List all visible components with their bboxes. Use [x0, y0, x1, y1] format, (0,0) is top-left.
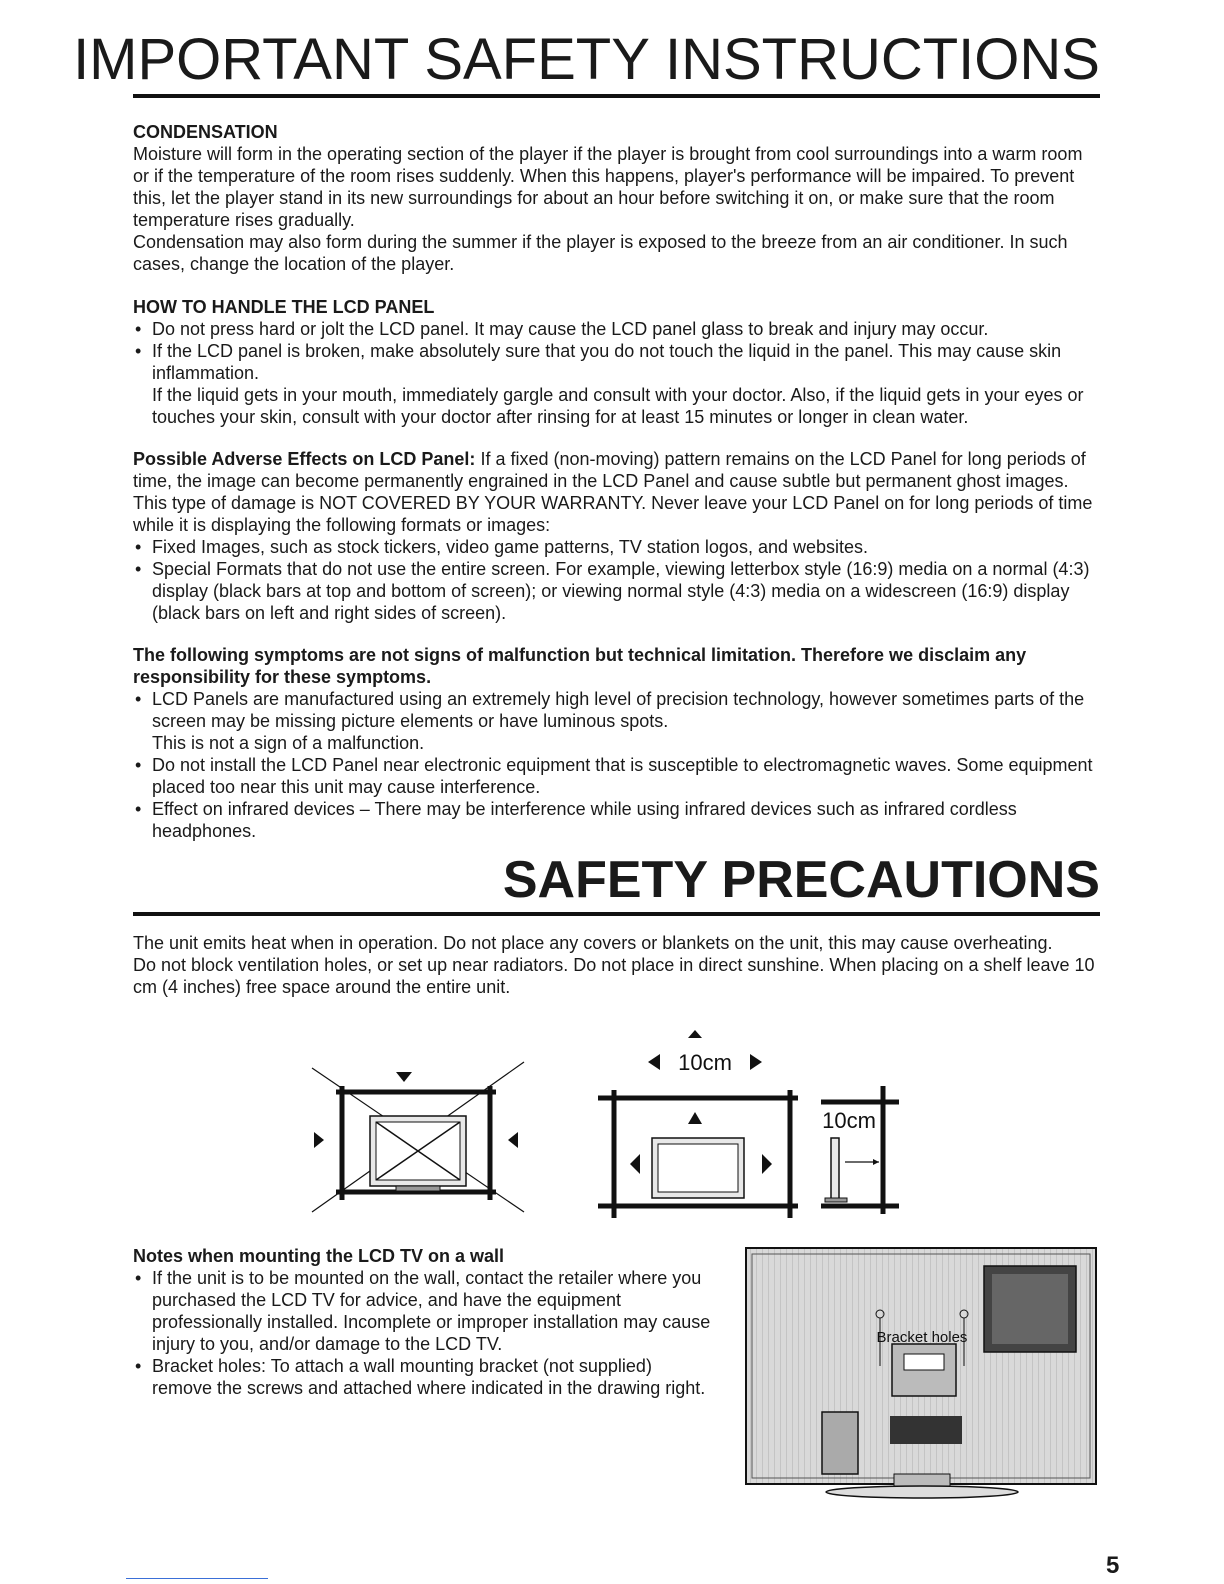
condensation-heading: CONDENSATION — [133, 122, 278, 142]
symptoms-bullet-2: Do not install the LCD Panel near electronic equipment that is susceptible to electromagnetic waves. Some equipment placed too near this unit may cause interference. — [152, 755, 1093, 797]
list-item — [133, 536, 1100, 558]
condensation-paragraph-1: Moisture will form in the operating section of the player if the player is brought from cool surroundings into a warm room or if the temperature of the room rises suddenly. When this happens, player's performance will be impaired. To prevent this, let the player stand in its new surroundings for about an hour before switching it on, or make sure that the room temperature rises gradually. — [133, 144, 1083, 230]
symptoms-bullet-1: LCD Panels are manufactured using an extremely high level of precision technology, however sometimes parts of the screen may be missing picture elements or have luminous spots. — [152, 689, 1085, 731]
list-item — [133, 1267, 713, 1355]
page-title: IMPORTANT SAFETY INSTRUCTIONS — [73, 27, 1100, 92]
precautions-section — [133, 932, 1100, 998]
wall-mount-section — [133, 1245, 713, 1399]
enclosed-tv-diagram — [300, 1050, 536, 1220]
arrow-up-icon — [688, 1112, 702, 1124]
clearance-label-top: 10cm — [678, 1050, 732, 1075]
lcd-bullet-2-continued: If the liquid gets in your mouth, immediately gargle and consult with your doctor. Also, if the liquid gets in your eyes or touches your skin, consult with your doctor after rinsing for at least 15 minutes or longer in clean water. — [152, 385, 1084, 427]
precautions-paragraph-1: The unit emits heat when in operation. Do not place any covers or blankets on the unit, this may cause overheating. — [133, 933, 1053, 953]
symptoms-bullet-3: Effect on infrared devices – There may be interference while using infrared devices such as infrared cordless headphones. — [152, 799, 1017, 841]
arrow-right-icon — [762, 1154, 772, 1174]
adverse-bullet-2: Special Formats that do not use the entire screen. For example, viewing letterbox style (16:9) media on a normal (4:3) display (black bars at top and bottom of screen); or viewing normal style (4:3) media on a widescreen (16:9) display (black bars on left and right sides of screen). — [152, 559, 1090, 623]
wall-bullet-1: If the unit is to be mounted on the wall, contact the retailer where you purchased the LCD TV for advice, and have the equipment professionally installed. Incomplete or improper installation may cause injury to you, and/or damage to the LCD TV. — [152, 1268, 711, 1354]
adverse-effects-section — [133, 448, 1100, 624]
arrow-down-icon — [396, 1072, 412, 1082]
adverse-effects-paragraph — [133, 448, 1100, 536]
wall-bullet-2: Bracket holes: To attach a wall mounting bracket (not supplied) remove the screws and attached where indicated in the drawing right. — [152, 1356, 706, 1398]
precautions-rule — [133, 912, 1100, 916]
page-number: 5 — [1106, 1552, 1120, 1579]
lcd-handling-section — [133, 296, 1100, 428]
lcd-bullet-2: If the LCD panel is broken, make absolutely sure that you do not touch the liquid in the panel. This may cause skin inflammation. — [152, 341, 1062, 383]
tv-back-illustration — [744, 1246, 1100, 1508]
list-item — [133, 1355, 713, 1399]
precautions-paragraph-2: Do not block ventilation holes, or set up near radiators. Do not place in direct sunshine. When placing on a shelf leave 10 cm (4 inches) free space around the entire unit. — [133, 955, 1095, 997]
list-item — [133, 754, 1100, 798]
condensation-section — [133, 121, 1100, 275]
symptoms-section — [133, 644, 1100, 842]
footer-line — [126, 1578, 268, 1579]
arrow-right-icon — [750, 1054, 762, 1070]
symptoms-heading: The following symptoms are not signs of malfunction but technical limitation. Therefore we disclaim any responsibility for these symptoms. — [133, 645, 1027, 687]
title-rule — [133, 94, 1100, 98]
arrow-left-icon — [648, 1054, 660, 1070]
bracket-holes-label: Bracket holes — [876, 1329, 968, 1346]
symptoms-bullet-1-continued: This is not a sign of a malfunction. — [152, 733, 425, 753]
list-item — [133, 558, 1100, 624]
list-item — [133, 798, 1100, 842]
arrow-right-icon — [873, 1159, 879, 1165]
list-item — [133, 688, 1100, 754]
clearance-label-side: 10cm — [822, 1108, 876, 1133]
adverse-effects-text: If a fixed (non-moving) pattern remains on the LCD Panel for long periods of time, the image can become permanently engrained in the LCD Panel and cause subtle but permanent ghost images. This type of damage is NOT COVERED BY YOUR WARRANTY. Never leave your LCD Panel on for long periods of time while it is displaying the following formats or images: — [133, 449, 1093, 535]
list-item — [133, 340, 1100, 428]
arrow-up-icon — [688, 1030, 702, 1038]
clearance-front-diagram — [590, 1030, 805, 1220]
condensation-paragraph-2: Condensation may also form during the summer if the player is exposed to the breeze from an air conditioner. In such cases, change the location of the player. — [133, 232, 1068, 274]
clearance-side-diagram — [815, 1080, 905, 1220]
arrow-left-icon — [508, 1132, 518, 1148]
list-item — [133, 318, 1100, 340]
arrow-left-icon — [630, 1154, 640, 1174]
wall-mount-heading: Notes when mounting the LCD TV on a wall — [133, 1246, 505, 1266]
lcd-bullet-1: Do not press hard or jolt the LCD panel. It may cause the LCD panel glass to break and injury may occur. — [152, 319, 989, 339]
safety-precautions-title: SAFETY PRECAUTIONS — [502, 851, 1100, 909]
lcd-handling-heading: HOW TO HANDLE THE LCD PANEL — [133, 297, 435, 317]
arrow-right-icon — [314, 1132, 324, 1148]
adverse-bullet-1: Fixed Images, such as stock tickers, video game patterns, TV station logos, and websites. — [152, 537, 869, 557]
adverse-effects-lead: Possible Adverse Effects on LCD Panel: — [133, 449, 476, 469]
